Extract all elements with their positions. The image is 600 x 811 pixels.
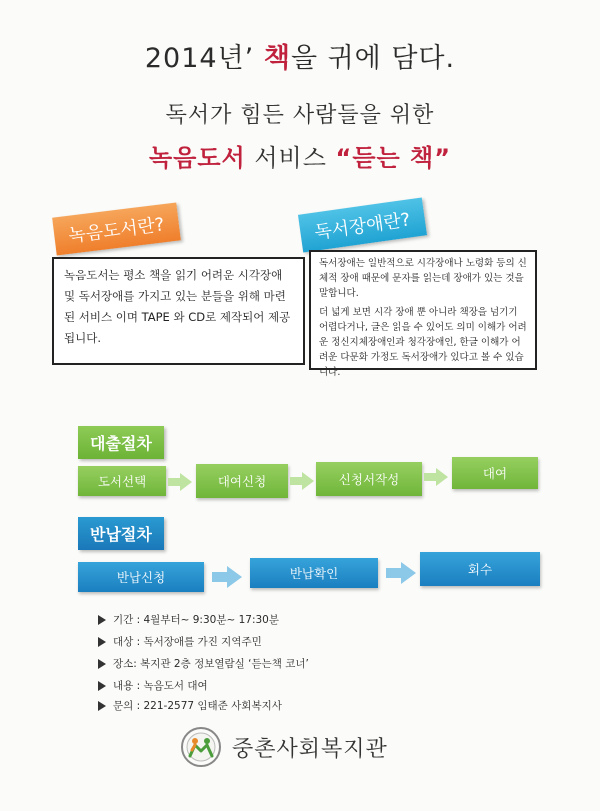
service-word: 서비스 [245, 144, 336, 172]
service-title [0, 138, 600, 173]
audiobook-tag: 녹음도서란? [52, 203, 180, 256]
info-location [98, 656, 309, 671]
welfare-center-logo-icon [180, 726, 222, 768]
return-step-2: 반납확인 [250, 558, 378, 588]
poster-title [0, 36, 600, 75]
return-step-1: 반납신청 [78, 562, 204, 592]
bullet-arrow-icon [98, 701, 106, 711]
footer [180, 726, 388, 768]
audiobook-definition-box [52, 257, 305, 365]
loan-procedure-heading: 대출절차 [78, 426, 164, 459]
loan-step-3: 신청서작성 [316, 462, 422, 496]
bullet-arrow-icon [98, 681, 106, 691]
service-quote: “듣는 책” [335, 144, 452, 172]
bullet-arrow-icon [98, 637, 106, 647]
info-period [98, 612, 279, 627]
bullet-arrow-icon [98, 615, 106, 625]
reading-disability-paragraph-2: 더 넓게 보면 시각 장애 뿐 아니라 책장을 넘기기 어렵다거나, 글은 읽을 수 있어도 의미 이해가 어려운 정신지체장애인과 청각장애인, 한글 이해가 어려운 다문화 가정도 독서장애가 있다고 볼 수 있습니다. [319, 307, 527, 378]
return-procedure-heading: 반납절차 [78, 517, 164, 550]
loan-arrow-2-icon [290, 472, 314, 490]
bullet-arrow-icon [98, 659, 106, 669]
loan-step-1: 도서선택 [78, 466, 166, 496]
reading-disability-definition-box [309, 250, 537, 378]
info-location-text: 장소: 복지관 2층 정보열람실 ‘듣는책 코너’ [113, 658, 309, 670]
info-target [98, 634, 262, 649]
loan-arrow-1-icon [168, 473, 192, 491]
reading-disability-paragraph-1: 독서장애는 일반적으로 시각장애나 노령화 등의 신체적 장애 때문에 문자를 읽는데 장애가 있는 것을 말합니다. [319, 258, 527, 299]
reading-disability-tag: 독서장애란? [298, 198, 427, 253]
organization-name: 중촌사회복지관 [232, 736, 388, 762]
info-content [98, 678, 208, 693]
return-step-3: 회수 [420, 552, 540, 586]
info-period-text: 기간 : 4월부터~ 9:30분~ 17:30분 [113, 614, 280, 626]
return-arrow-1-icon [212, 566, 242, 588]
loan-arrow-3-icon [424, 468, 448, 486]
return-arrow-2-icon [386, 562, 416, 584]
info-contact [98, 698, 282, 713]
audiobook-definition-text: 녹음도서는 평소 책을 읽기 어려운 시각장애 및 독서장애를 가지고 있는 분들을 위해 마련된 서비스 이며 TAPE 와 CD로 제작되어 제공 됩니다. [64, 268, 291, 345]
poster-subtitle: 독서가 힘든 사람들을 위한 [165, 103, 435, 128]
service-name: 녹음도서 [148, 144, 246, 172]
info-contact-text: 문의 : 221-2577 임태준 사회복지사 [113, 700, 282, 712]
info-content-text: 내용 : 녹음도서 대여 [113, 680, 208, 692]
title-prefix: 2014년’ [144, 43, 264, 74]
title-accent: 책 [263, 43, 291, 74]
loan-step-4: 대여 [452, 457, 538, 489]
loan-step-2: 대여신청 [196, 464, 288, 498]
title-suffix: 을 귀에 담다. [290, 43, 456, 74]
info-target-text: 대상 : 독서장애를 가진 지역주민 [113, 636, 262, 648]
